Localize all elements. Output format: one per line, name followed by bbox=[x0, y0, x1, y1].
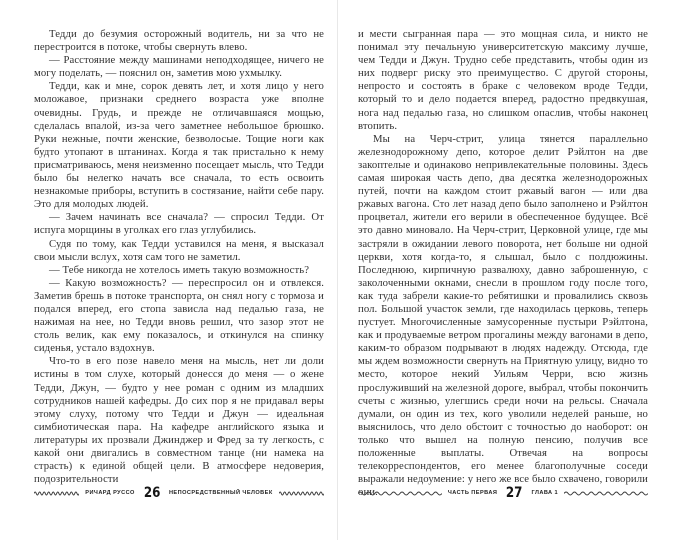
page-right-text bbox=[358, 28, 648, 499]
running-title-part: ЧАСТЬ ПЕРВАЯ bbox=[447, 490, 498, 497]
paragraph: — Расстояние между машинами неподходящее, ничего не могу поделать, — пояснил он, заметив мою ухмылку. bbox=[34, 54, 324, 80]
paragraph: — Какую возможность? — переспросил он и отвлекся. Заметив брешь в потоке транспорта, он снял ногу с тормоза и подался вперед, его стопа зависла над педалью газа, не нажимая на нее, но Тедди вновь решил, что зазор этот не столь велик, как ему показалось, и откинулся на спинку сиденья, устало вздохнув. bbox=[34, 276, 324, 355]
paragraph: Тедди до безумия осторожный водитель, ни за что не перестроится в потоке, чтобы свернуть влево. bbox=[34, 28, 324, 54]
page-left bbox=[34, 0, 324, 540]
page-left-text bbox=[34, 28, 324, 486]
paragraph: Мы на Черч-стрит, улица тянется параллельно железнодорожному депо, которое делит Рэйлтон на две закоптелые и одинаково непривлекательные половины. Здесь самая широкая часть депо, два десятка железнодорожных путей, почти на каждом стоит ржавый вагон — или два ржавых вагона. Сто лет назад депо было заполнено и Рэйлтон процветал, жители его верили в обеспеченное будущее. Всё это давно миновало. На Черч-стрит, Церковной улице, где мы застряли в ожидании левого поворота, нет больше ни одной церкви, хотя когда-то, я слышал, было с полдюжины. Последнюю, кирпичную развалюху, давно заброшенную, с заколоченными окнами, снесли в прошлом году после того, как туда забрели какие-то ребятишки и провалились сквозь пол. Большой участок земли, где находилась церковь, теперь пустует. Многочисленные замусоренные пустыри Рэйлтона, как и продуваемые ветром прогалины между вагонами в депо, каким-то образом подрывают в людях надежду. Отсюда, где мы ждем возможности свернуть на Приятную улицу, видно то место, которое некий Уильям Черри, всю жизнь прослуживший на железной дороге, выбрал, чтобы покончить счеты с жизнью, улегшись среди ночи на рельсы. Сначала думали, он один из тех, кого уволили неделей раньше, но выяснилось, что дело обстоит с точностью до наоборот: он только что вышел на полную пенсию, получив все положенные выплаты. Отвечая на вопросы телекорреспондентов, его менее благополучные соседи выражали недоумение: у него же все было схвачено, говорили они. bbox=[358, 132, 648, 499]
running-title-book: НЕПОСРЕДСТВЕННЫЙ ЧЕЛОВЕК bbox=[168, 490, 273, 497]
wavy-line-icon bbox=[34, 490, 79, 497]
running-title-author: РИЧАРД РУССО bbox=[85, 490, 135, 497]
paragraph: Судя по тому, как Тедди уставился на меня, я высказал свои мысли вслух, хотя сам того не заметил. bbox=[34, 237, 324, 263]
page-number-left: 26 bbox=[143, 485, 161, 501]
running-title-chapter: ГЛАВА 1 bbox=[531, 490, 559, 497]
page-left-footer bbox=[34, 486, 324, 501]
paragraph: и мести сыгранная пара — это мощная сила, и никто не понимал эту печальную университетскую максиму лучше, чем Тедди и Джун. Трудно себе представить, чтобы один из них подверг риску это преимущество. С другой стороны, непросто и состоять в браке с человеком вроде Тедди, который то и дело подается вперед, радостно предвкушая, нога над педалью газа, но слишком опаслив, чтобы наконец втопить. bbox=[358, 28, 648, 132]
paragraph: Что-то в его позе навело меня на мысль, нет ли доли истины в том слухе, который донесся до меня — о жене Тедди, Джун, — будто у нее роман с одним из младших сотрудников нашей кафедры. До сих пор я не придавал веры этому слуху, потому что Тедди и Джун — идеальная симбиотическая пара. На кафедре английского языка и литературы их прозвали Джинджер и Фред за ту легкость, с какой они двигались в совместном танце (ни намека на страсть) к единой общей цели. В атмосфере недоверия, подозрительности bbox=[34, 355, 324, 486]
wavy-line-icon bbox=[358, 490, 442, 497]
paragraph: Тедди, как и мне, сорок девять лет, и хотя лицо у него моложавое, признаки среднего возраста уже вполне очевидны. Грудь, и прежде не отличавшаяся мощью, сделалась впалой, из-за чего заметнее небольшое брюшко. Руки нежные, почти женские, безволосые. Тощие ноги как будто утопают в штанинах. Когда я так пристально к нему присматриваюсь, меня неизменно посещает мысль, что Тедди было бы нелегко начать все сначала, то есть освоить незнакомые приборы, вступить в состязание, найти себе пару. Это для молодых людей. bbox=[34, 80, 324, 211]
page-right bbox=[358, 0, 648, 540]
page-number-right: 27 bbox=[506, 485, 523, 501]
paragraph: — Тебе никогда не хотелось иметь такую возможность? bbox=[49, 263, 310, 276]
page-gutter-divider bbox=[337, 0, 338, 540]
paragraph: — Зачем начинать все сначала? — спросил Тедди. От испуга морщины в уголках его глаз углубились. bbox=[34, 211, 324, 237]
wavy-line-icon bbox=[279, 490, 324, 497]
page-right-footer bbox=[358, 486, 648, 501]
wavy-line-icon bbox=[564, 490, 648, 497]
